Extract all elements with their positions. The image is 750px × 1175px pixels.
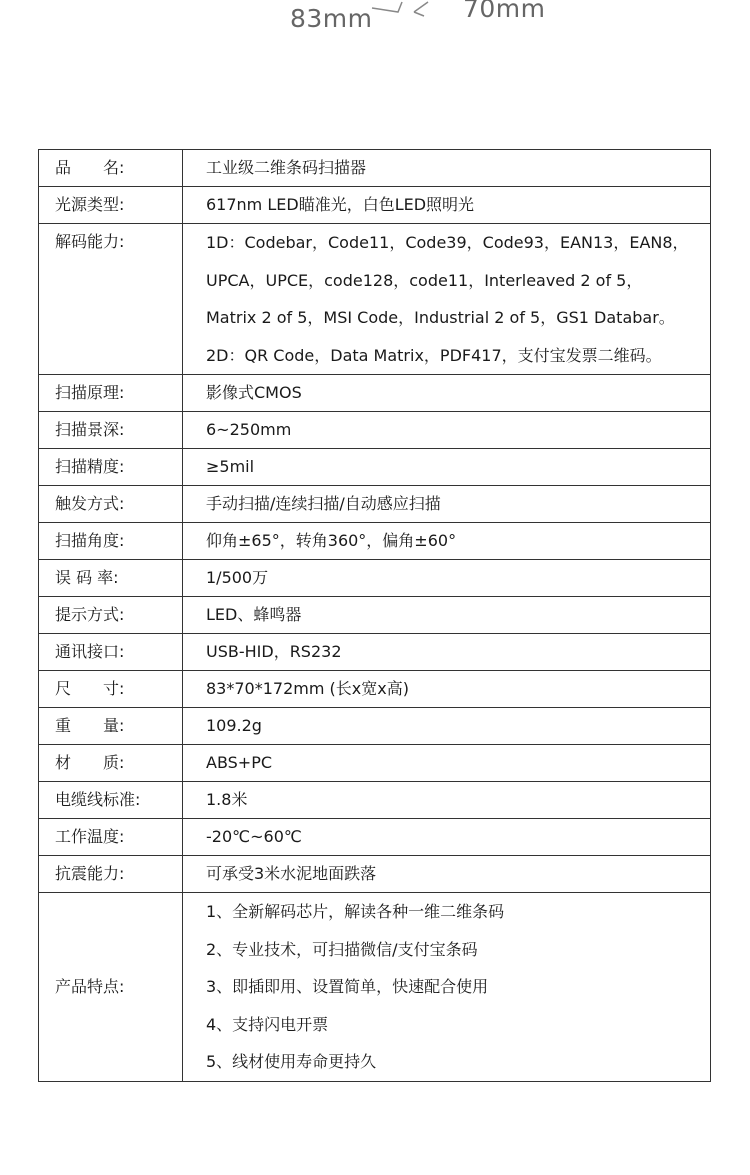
spec-row [39,893,711,1082]
spec-value-line: Matrix 2 of 5，MSI Code，Industrial 2 of 5，GS1 Databar。 [206,308,675,327]
spec-row [39,819,711,856]
spec-label: 电缆线标准: [39,782,183,819]
spec-value [183,187,711,224]
spec-value-line: 1D：Codebar，Code11，Code39，Code93，EAN13，EAN8， [206,233,689,252]
spec-value-line: 1/500万 [206,568,269,587]
spec-value-line: 仰角±65°，转角360°，偏角±60° [206,531,457,550]
spec-value [183,375,711,412]
spec-value-line: 手动扫描/连续扫描/自动感应扫描 [206,494,441,513]
spec-row [39,782,711,819]
dimension-leader-lines [370,0,450,20]
spec-value-line: 6~250mm [206,420,292,439]
spec-value-line: 4、支持闪电开票 [206,1014,329,1034]
spec-row [39,597,711,634]
spec-value-line: 3、即插即用、设置简单，快速配合使用 [206,977,489,996]
dimension-label-left: 83mm [290,4,373,33]
spec-value [183,597,711,634]
spec-value [183,671,711,708]
spec-value-line: ≥5mil [206,457,255,476]
spec-value [183,856,711,893]
spec-value-line: 影像式CMOS [206,383,302,402]
spec-value-line: -20℃~60℃ [206,827,302,846]
spec-value-line: 109.2g [206,716,262,735]
spec-row [39,224,711,375]
spec-value [183,412,711,449]
spec-value [183,708,711,745]
spec-label: 误 码 率: [39,560,183,597]
spec-label: 扫描景深: [39,412,183,449]
spec-row [39,856,711,893]
spec-label: 光源类型: [39,187,183,224]
spec-label: 品 名: [39,150,183,187]
spec-value [183,523,711,560]
spec-label: 扫描精度: [39,449,183,486]
spec-value-line: 1、全新解码芯片，解读各种一维二维条码 [206,902,505,921]
spec-value [183,486,711,523]
spec-value-line: 5、线材使用寿命更持久 [206,1052,377,1071]
spec-value [183,819,711,856]
spec-value [183,224,711,375]
spec-label: 尺 寸: [39,671,183,708]
spec-row [39,375,711,412]
spec-value-line: ABS+PC [206,753,273,772]
spec-row [39,560,711,597]
spec-row [39,449,711,486]
spec-row [39,745,711,782]
spec-value [183,560,711,597]
dimension-annotations [0,0,750,40]
spec-value-line: LED、蜂鸣器 [206,605,302,624]
spec-value-line: 2、专业技术，可扫描微信/支付宝条码 [206,939,478,959]
spec-value [183,745,711,782]
spec-value-line: 83*70*172mm (长x宽x高) [206,679,409,698]
spec-value-line: UPCA，UPCE，code128，code11，Interleaved 2 of 5， [206,270,643,290]
spec-label: 产品特点: [39,893,183,1082]
spec-row [39,634,711,671]
spec-value [183,449,711,486]
spec-table [38,149,711,1082]
spec-label: 重 量: [39,708,183,745]
spec-label: 工作温度: [39,819,183,856]
spec-value [183,782,711,819]
spec-row [39,412,711,449]
spec-value-line: 617nm LED瞄准光，白色LED照明光 [206,195,475,214]
spec-value-line: 可承受3米水泥地面跌落 [206,864,377,883]
spec-value-line: 工业级二维条码扫描器 [206,158,367,177]
spec-row [39,523,711,560]
spec-label: 通讯接口: [39,634,183,671]
spec-label: 提示方式: [39,597,183,634]
spec-row [39,671,711,708]
spec-label: 材 质: [39,745,183,782]
dimension-label-right: 70mm [463,0,546,23]
spec-value [183,150,711,187]
spec-value-line: 2D：QR Code，Data Matrix，PDF417，支付宝发票二维码。 [206,345,662,365]
spec-label: 扫描原理: [39,375,183,412]
spec-row [39,486,711,523]
spec-label: 触发方式: [39,486,183,523]
spec-label: 扫描角度: [39,523,183,560]
spec-label: 抗震能力: [39,856,183,893]
spec-row [39,708,711,745]
spec-row [39,150,711,187]
spec-value [183,893,711,1082]
spec-label: 解码能力: [39,224,183,375]
spec-value-line: USB-HID，RS232 [206,642,342,661]
spec-value [183,634,711,671]
spec-row [39,187,711,224]
spec-value-line: 1.8米 [206,790,248,809]
